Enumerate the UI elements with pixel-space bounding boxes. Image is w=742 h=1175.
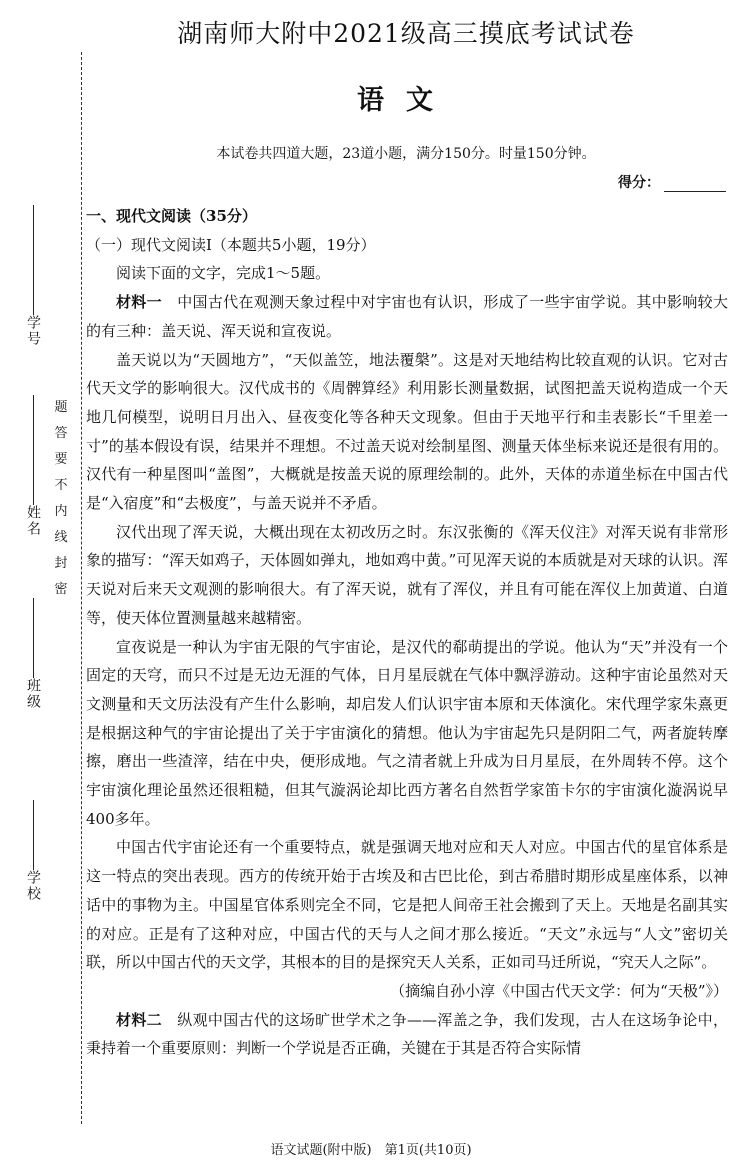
notice-char: 线 <box>54 530 68 545</box>
notice-char: 题 <box>54 400 68 415</box>
material1-para1 <box>86 288 728 345</box>
subsection-title: （一）现代文阅读Ⅰ（本题共5小题，19分） <box>86 235 376 254</box>
score-blank[interactable] <box>664 177 726 192</box>
exam-intro: 本试卷共四道大题，23道小题，满分150分。时量150分钟。 <box>216 146 596 162</box>
instruction: 阅读下面的文字，完成1～5题。 <box>116 264 331 283</box>
seal-dashed-line <box>81 52 82 1124</box>
paragraph: 中国古代宇宙论还有一个重要特点，就是强调天地对应和天人对应。中国古代的星官体系是这一特点的突出表现。西方的传统开始于古埃及和古巴比伦，到古希腊时期形成星座体系，以神话中的事物为主。中国星官体系则完全不同，它是把人间帝王社会搬到了天上。天地是名副其实的对应。正是有了这种对应，中国古代的天与人之间才那么接近。“天文”永远与“人文”密切关联，所以中国古代的天文学，其根本的目的是探究天人关系，正如司马迁所说，“究天人之际”。 <box>86 838 728 972</box>
student-id-blank[interactable] <box>33 205 34 315</box>
class-field <box>18 598 48 710</box>
reading-passage <box>86 202 728 1063</box>
school-label: 学校 <box>25 870 41 902</box>
material2-label: 材料二 <box>116 1010 162 1029</box>
notice-char: 答 <box>54 426 68 441</box>
name-label: 姓名 <box>25 505 41 537</box>
student-id-field <box>18 205 48 347</box>
material1-label: 材料一 <box>116 293 162 312</box>
paragraph: 盖天说以为“天圆地方”，“天似盖笠，地法覆槃”。这是对天地结构比较直观的认识。它对古代天文学的影响很大。汉代成书的《周髀算经》利用影长测量数据，试图把盖天说构造成一个天地几何模型，说明日月出入、昼夜变化等各种天文现象。但由于天地平行和圭表影长“千里差一寸”的基本假设有误，结果并不理想。不过盖天说对绘制星图、测量天体坐标来说还是很有用的。汉代有一种星图叫“盖图”，大概就是按盖天说的原理绘制的。此外，天体的赤道坐标在中国古代是“入宿度”和“去极度”，与盖天说并不矛盾。 <box>86 350 728 513</box>
score-label: 得分： <box>618 175 660 191</box>
page-title: 湖南师大附中2021级高三摸底考试试卷 <box>177 19 635 48</box>
class-blank[interactable] <box>33 598 34 678</box>
page-footer: 语文试题(附中版) 第1页(共10页) <box>270 1143 472 1158</box>
school-field <box>18 800 48 902</box>
material1-text: 中国古代在观测天象过程中对宇宙也有认识，形成了一些宇宙学说。其中影响较大的有三种：盖天说、浑天说和宣夜说。 <box>86 293 728 340</box>
material2-para1 <box>86 1006 728 1063</box>
notice-char: 不 <box>54 478 68 493</box>
seal-line-notice <box>50 395 72 603</box>
notice-char: 密 <box>54 582 68 597</box>
notice-char: 要 <box>54 452 68 467</box>
source-citation: （摘编自孙小淳《中国古代天文学：何为“天极”》） <box>390 981 728 1000</box>
notice-char: 内 <box>54 504 68 519</box>
subject-title: 语文 <box>357 85 455 116</box>
name-blank[interactable] <box>33 395 34 505</box>
paragraph: 宣夜说是一种认为宇宙无限的气宇宙论，是汉代的郗萌提出的学说。他认为“天”并没有一个固定的天穹，而只不过是无边无涯的气体，日月星辰就在气体中飘浮游动。这种宇宙论虽然对天文测量和天文历法没有产生什么影响，却启发人们认识宇宙本原和天体演化。宋代理学家朱熹更是根据这种气的宇宙论提出了关于宇宙演化的猜想。他认为宇宙起先只是阴阳二气，两者旋转摩擦，磨出一些渣滓，结在中央，便形成地。气之清者就上升成为日月星辰，在外周转不停。这个宇宙演化理论虽然还很粗糙，但其气漩涡论却比西方著名自然哲学家笛卡尔的宇宙演化漩涡说早400多年。 <box>86 637 728 828</box>
name-field <box>18 395 48 537</box>
student-id-label: 学号 <box>25 315 41 347</box>
class-label: 班级 <box>25 678 41 710</box>
paragraph: 汉代出现了浑天说，大概出现在太初改历之时。东汉张衡的《浑天仪注》对浑天说有非常形象的描写：“浑天如鸡子，天体圆如弹丸，地如鸡中黄。”可见浑天说的本质就是对天球的认识。浑天说对后来天文观测的影响很大。有了浑天说，就有了浑仪，并且有可能在浑仪上加黄道、白道等，使天体位置测量越来越精密。 <box>86 522 728 627</box>
notice-char: 封 <box>54 556 68 571</box>
school-blank[interactable] <box>33 800 34 870</box>
material2-text: 纵观中国古代的这场旷世学术之争——浑盖之争，我们发现，古人在这场争论中，秉持着一个重要原则：判断一个学说是否正确，关键在于其是否符合实际情 <box>86 1010 728 1058</box>
binding-margin <box>0 0 80 1175</box>
score-box <box>618 172 726 192</box>
section-title: 一、现代文阅读（35分） <box>86 207 257 225</box>
